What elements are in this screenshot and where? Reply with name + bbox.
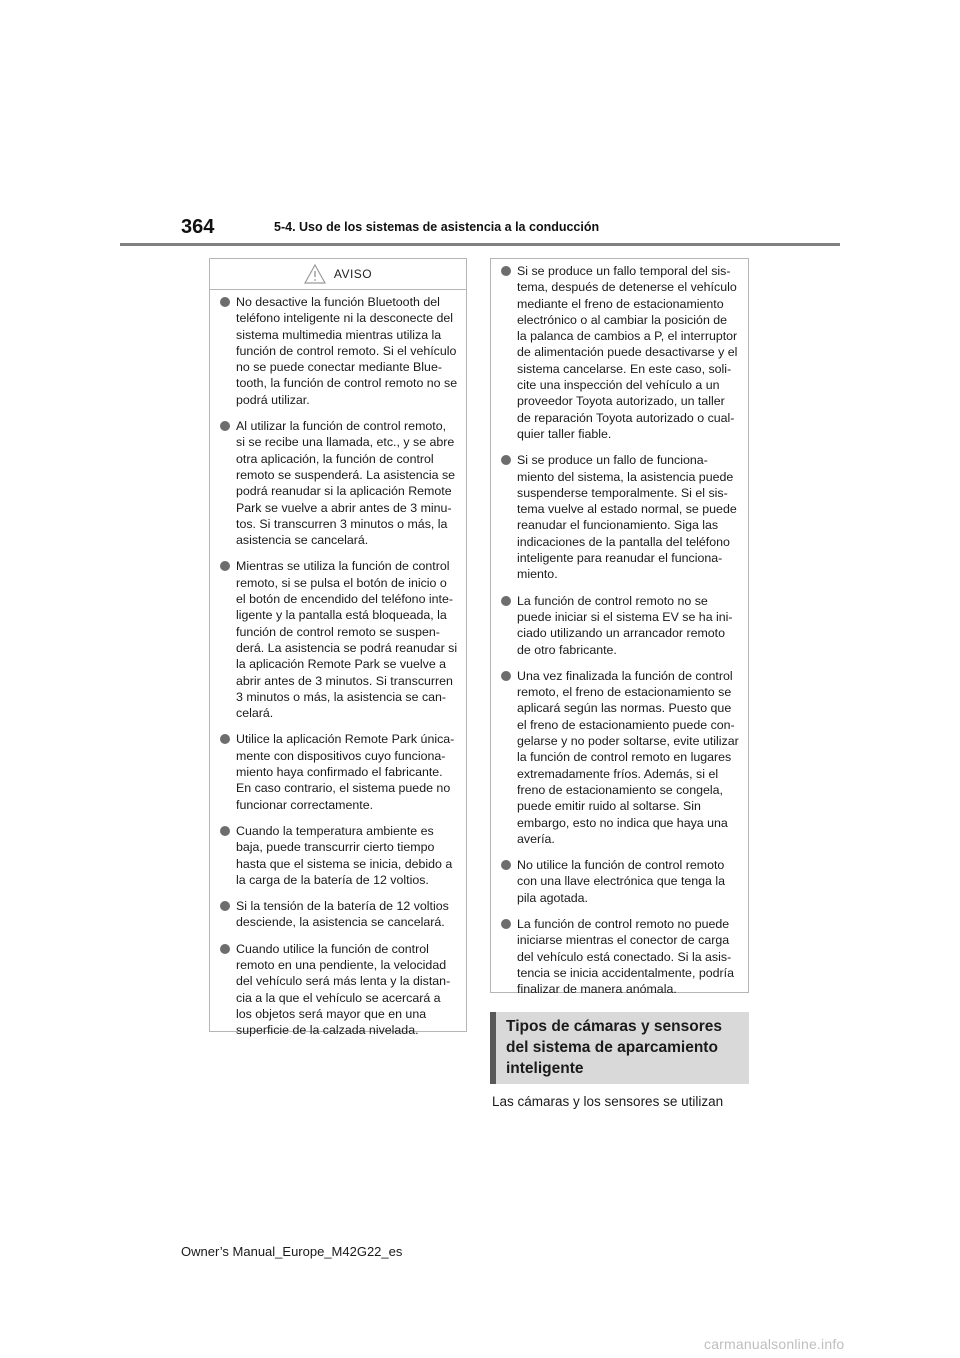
caution-item [218, 418, 458, 548]
caution-box-right [490, 258, 749, 997]
warning-triangle-icon [304, 264, 326, 284]
caution-item-text: Si se produce un fallo de funciona-miento del sistema, la asistencia puede suspenderse temporalmente. Si el sis-tema vuelve al estado normal, se puede reanudar el funcionamiento. Siga las indicaciones de la pantalla del teléfono inteligente para reanudar el funciona-miento. [517, 453, 737, 582]
bullet-icon [501, 266, 511, 276]
caution-item [499, 593, 740, 658]
body-paragraph: Las cámaras y los sensores se utilizan [492, 1094, 724, 1109]
caution-item-text: Si se produce un fallo temporal del sis-tema, después de detenerse el vehículo mediante el freno de estacionamiento electrónico o al cambiar la posición de la palanca de cambios a P, el interruptor de alimentación puede desactivarse y el sistema cancelarse. En este caso, soli-cite una inspección del vehículo a un proveedor Toyota autorizado, un taller de reparación Toyota autorizado o cual-quier taller fiable. [517, 264, 738, 441]
page-number: 364 [181, 216, 215, 238]
caution-item [499, 916, 740, 997]
footer-manual-id: Owner’s Manual_Europe_M42G22_es [181, 1244, 403, 1259]
caution-item [499, 857, 740, 906]
bullet-icon [220, 421, 230, 431]
bullet-icon [501, 455, 511, 465]
caution-item-text: La función de control remoto no se puede iniciar si el sistema EV se ha ini-ciado utilizando un arrancador remoto de otro fabricante. [517, 593, 733, 657]
caution-item [218, 823, 458, 888]
bullet-icon [501, 860, 511, 870]
caution-item [218, 941, 458, 1039]
caution-title: AVISO [333, 267, 373, 281]
caution-item-text: Cuando utilice la función de control remoto en una pendiente, la velocidad del vehículo será más lenta y la distan-cia a la que el vehículo se acercará a los objetos será mayor que en una superficie de la calzada nivelada. [236, 941, 451, 1038]
caution-item-text: La función de control remoto no puede iniciarse mientras el conector de carga del vehículo está conectado. Si la asis-tencia se inicia accidentalmente, podría finalizar de manera anómala. [517, 916, 734, 997]
bullet-icon [220, 734, 230, 744]
caution-box-left [209, 258, 467, 1038]
caution-item [499, 263, 740, 442]
caution-item-text: Mientras se utiliza la función de control remoto, si se pulsa el botón de inicio o el botón de encendido del teléfono inte-ligente y la pantalla está bloqueada, la función de control remoto se suspen-derá. La asistencia se podrá reanudar si la aplicación Remote Park se vuelve a abrir antes de 3 minutos. Si transcurren 3 minutos o más, la asistencia se can-celará. [236, 559, 458, 721]
bullet-icon [220, 901, 230, 911]
bullet-icon [220, 561, 230, 571]
caution-item-text: No desactive la función Bluetooth del teléfono inteligente ni la desconecte del sistema multimedia mientras utiliza la función de control remoto. Si el vehículo no se puede conectar mediante Blue-tooth, la función de control remoto no se podrá utilizar. [236, 295, 458, 407]
caution-list-right [491, 259, 748, 997]
caution-item-text: Al utilizar la función de control remoto, si se recibe una llamada, etc., y se abre otra aplicación, la función de control remoto se suspenderá. La asistencia se podrá reanudar si la aplicación Remote Park se vuelve a abrir antes de 3 minu-tos. Si transcurren 3 minutos o más, la asistencia se cancelará. [236, 419, 456, 548]
caution-item [218, 898, 458, 931]
bullet-icon [501, 671, 511, 681]
caution-item [499, 668, 740, 847]
bullet-icon [501, 919, 511, 929]
bullet-icon [220, 826, 230, 836]
caution-title-row [210, 259, 466, 290]
bullet-icon [220, 297, 230, 307]
caution-item-text: Utilice la aplicación Remote Park única-mente con dispositivos cuyo funciona-miento haya confirmado el fabricante. En caso contrario, el sistema puede no funcionar correctamente. [236, 732, 455, 812]
caution-item-text: No utilice la función de control remoto con una llave electrónica que tenga la pila agotada. [517, 858, 726, 905]
caution-item [218, 558, 458, 721]
bullet-icon [220, 944, 230, 954]
caution-item [499, 452, 740, 582]
bullet-icon [501, 596, 511, 606]
caution-item-text: Una vez finalizada la función de control remoto, el freno de estacionamiento se aplicará según las normas. Puesto que el freno de estacionamiento puede con-gelarse y no poder soltarse, evite utilizar la función de control remoto en lugares extremadamente fríos. Además, si el freno de estacionamiento se congela, puede emitir ruido al soltarse. Sin embargo, esto no indica que haya una avería. [517, 668, 739, 846]
section-header: 5-4. Uso de los sistemas de asistencia a la conducción [274, 220, 600, 234]
watermark: carmanualsonline.info [704, 1336, 845, 1352]
section-heading: Tipos de cámaras y sensores del sistema de aparcamiento inteligente [506, 1018, 722, 1077]
caution-item [218, 731, 458, 812]
caution-item-text: Si la tensión de la batería de 12 voltios desciende, la asistencia se cancelará. [236, 899, 449, 930]
caution-item-text: Cuando la temperatura ambiente es baja, puede transcurrir cierto tiempo hasta que el sistema se inicia, debido a la carga de la batería de 12 voltios. [236, 823, 453, 887]
caution-list-left [210, 290, 466, 1038]
section-heading-box [490, 1012, 749, 1084]
header-rule [120, 243, 840, 246]
caution-item [218, 294, 458, 408]
